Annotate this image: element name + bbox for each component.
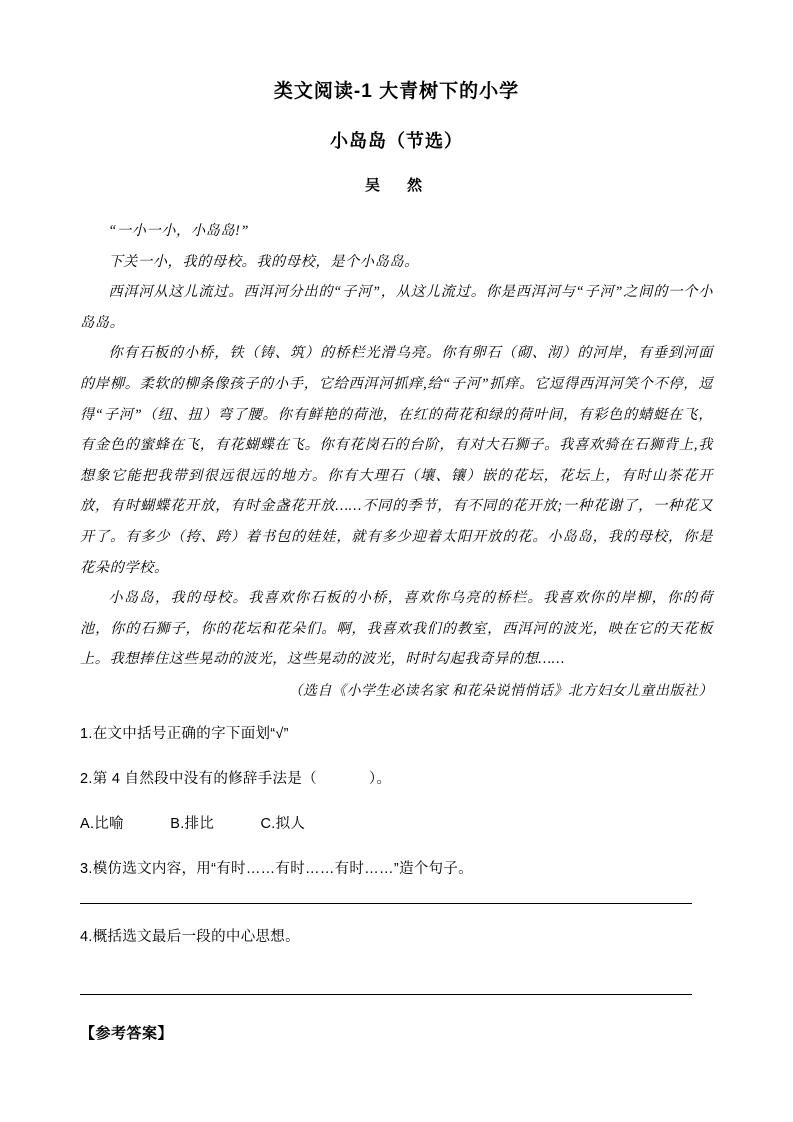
option-c[interactable]: C.拟人 xyxy=(260,815,306,832)
question-3: 3.模仿选文内容，用“有时……有时……有时……”造个句子。 xyxy=(80,860,473,877)
passage-paragraph-4: 你有石板的小桥，铁（铸、筑）的桥栏光滑乌亮。你有卵石（砌、沏）的河岸，有垂到河面的岸柳。柔软的柳条像孩子的小手，它给西洱河抓痒,给“子河”抓痒。它逗得西洱河笑个不停，逗得“子河”（纽、扭）弯了腰。你有鲜艳的荷池，在红的荷花和绿的荷叶间，有彩色的蜻蜓在飞，有金色的蜜蜂在飞，有花蝴蝶在飞。你有花岗石的台阶，有对大石狮子。我喜欢骑在石狮背上,我想象它能把我带到很远很远的地方。你有大理石（壤、镶）嵌的花坛，花坛上，有时山茶花开放，有时蝴蝶花开放，有时金盏花开放……不同的季节，有不同的花开放;一种花谢了，一种花又开了。有多少（挎、跨）着书包的娃娃，就有多少迎着太阳开放的花。小岛岛，我的母校，你是花朵的学校。 xyxy=(80,345,713,576)
question-2 xyxy=(80,768,713,790)
option-b[interactable]: B.排比 xyxy=(170,815,215,832)
question-2-options xyxy=(80,813,713,835)
answer-line-1[interactable] xyxy=(80,903,692,904)
article-author: 吴 然 xyxy=(364,177,428,194)
passage-paragraph-1: “一小一小，小岛岛!” xyxy=(108,223,249,239)
questions-section xyxy=(80,723,713,1045)
option-a[interactable]: A.比喻 xyxy=(80,815,124,832)
passage-paragraph-3: 西洱河从这儿流过。西洱河分出的“子河”，从这儿流过。你是西洱河与“子河”之间的一个小岛岛。 xyxy=(80,284,713,331)
passage-body xyxy=(80,216,713,675)
question-4: 4.概括选文最后一段的中心思想。 xyxy=(80,928,300,945)
answer-key-heading: 【参考答案】 xyxy=(80,1024,174,1042)
article-subtitle: 小岛岛（节选） xyxy=(330,131,463,151)
passage-source: （选自《小学生必读名家 和花朵说悄悄话》北方妇女儿童出版社） xyxy=(288,683,713,699)
question-2-prefix: 2.第 4 自然段中没有的修辞手法是（ xyxy=(80,770,317,787)
passage-paragraph-2: 下关一小，我的母校。我的母校，是个小岛岛。 xyxy=(108,253,419,270)
answer-line-2-wrap xyxy=(80,994,713,995)
answer-line-1-wrap xyxy=(80,903,713,904)
answer-line-2[interactable] xyxy=(80,994,692,995)
question-1: 1.在文中括号正确的字下面划“√” xyxy=(80,725,289,742)
page-title: 类文阅读-1 大青树下的小学 xyxy=(273,81,520,102)
question-2-suffix: ）。 xyxy=(368,770,392,787)
passage-paragraph-5: 小岛岛，我的母校。我喜欢你石板的小桥，喜欢你乌亮的桥栏。我喜欢你的岸柳，你的荷池，你的石狮子，你的花坛和花朵们。啊，我喜欢我们的教室，西洱河的波光，映在它的天花板上。我想捧住这些晃动的波光，这些晃动的波光，时时勾起我奇异的想…… xyxy=(80,590,713,668)
